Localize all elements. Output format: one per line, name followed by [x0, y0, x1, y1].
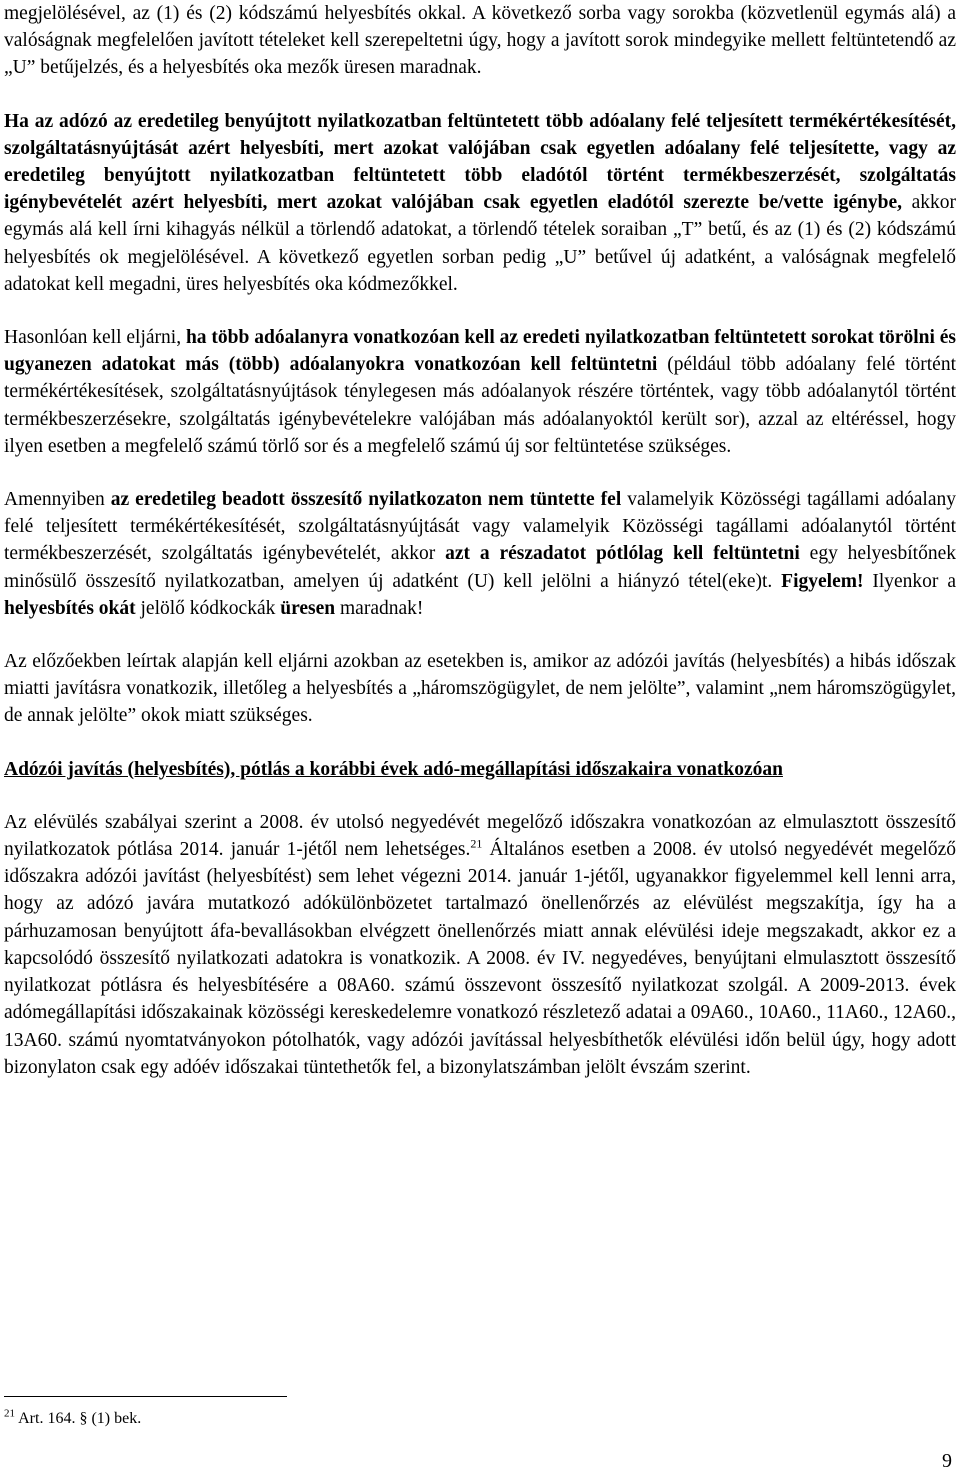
- text-run: Az elévülés szabályai szerint a 2008. év utolsó negyedévét megelőző időszakra vonatkozóan az elmulasztott összesítő nyilatkozatok pótlása 2014. január 1-jétől nem lehetséges.: [4, 811, 956, 861]
- text-run: Amennyiben: [4, 489, 111, 511]
- paragraph-statute-of-limitations: [4, 809, 956, 1081]
- bold-run: ha több adóalanyra vonatkozóan kell az eredeti nyilatkozatban feltüntetett sorokat törölni és ugyanezen adatokat más (több) adóalanyokra vonatkozóan kell feltüntetni: [4, 327, 957, 376]
- paragraph-continued: [4, 0, 956, 82]
- text-run: maradnak!: [335, 597, 424, 619]
- text-run: valamelyik Közösségi tagállami adóalany felé teljesített termékértékesítését, szolgáltatásnyújtását vagy valamelyik Közösségi tagállami adóalanytól történt termékbeszerzését, szolgáltatás igénybevételét, akkor: [4, 489, 957, 565]
- footnote-separator: [4, 1396, 287, 1397]
- paragraph-multiple-partner-correction: [4, 324, 956, 460]
- text-run: Az előzőekben leírtak alapján kell eljárni azokban az esetekben is, amikor az adózói javítás (helyesbítés) a hibás időszak miatti javításra vonatkozik, illetőleg a helyesbítés a „háromszögügylet, de nem jelölte”, valamint „nem háromszögügylet, de annak jelölte” okok miatt szükséges.: [4, 651, 956, 727]
- bold-run: azt a részadatot pótlólag kell feltüntetni: [445, 543, 800, 565]
- paragraph-single-partner-correction: [4, 108, 956, 298]
- document-page: [4, 0, 956, 1107]
- page-number: 9: [942, 1450, 952, 1472]
- bold-run: Figyelem!: [781, 570, 864, 592]
- footnote-number: 21: [4, 1407, 15, 1420]
- paragraph-missing-data: [4, 486, 956, 622]
- text-run: (például több adóalany felé történt termékértékesítések, szolgáltatásnyújtások ténylegesen más adóalanyok részére történtek, vagy több adóalanytól történt termékbeszerzésekre, szolgáltatás igénybevételekre valójában más adóalanyoktól került sor), azzal az eltéréssel, hogy ilyen esetben a megfelelő számú törlő sor és a megfelelő számú új sor feltüntetése szükséges.: [4, 354, 956, 457]
- bold-run: üresen: [280, 597, 336, 619]
- text-run: akkor egymás alá kell írni kihagyás nélkül a törlendő adatokat, a törlendő tételek soraiban „T” betű, és az (1) és (2) kódszámú helyesbítés ok megjelölésével. A következő egyetlen sorban pedig „U” betűvel új adatként, a valóságnak megfelelő adatokat kell megadni, üres helyesbítés oka kódmezőkkel.: [4, 192, 956, 295]
- paragraph-triangular-trade: [4, 648, 956, 730]
- footnote-reference[interactable]: 21: [470, 836, 483, 851]
- text-run: megjelölésével, az (1) és (2) kódszámú helyesbítés okkal. A következő sorba vagy sorokba (közvetlenül egymás alá) a valóságnak megfelelően javított tételeket kell szerepeltetni úgy, hogy a javított sorok mindegyike mellett feltüntetendő az „U” betűjelzés, és a helyesbítés oka mezők üresen maradnak.: [4, 3, 956, 79]
- text-run: jelölő kódkockák: [135, 597, 281, 619]
- text-run: Ilyenkor a: [863, 570, 956, 592]
- footnote: [4, 1408, 141, 1430]
- bold-run: az eredetileg beadott összesítő nyilatkozaton nem tüntette fel: [110, 489, 622, 511]
- text-run: Általános esetben a 2008. év utolsó negyedévét megelőző időszakra adózói javítást (helyesbítést) sem lehet végezni 2014. január 1-jétől, ugyanakkor figyelemmel kell lenni arra, hogy az adózó javára mutatkozó adókülönbözetet tartalmazó önellenőrzés az elévülést megszakítja, így ha a párhuzamosan benyújtott áfa-bevallásokban elvégzett önellenőrzés miatt annak elévülési ideje megszakadt, akkor ez a kapcsolódó összesítő nyilatkozati adatokra is vonatkozik. A 2008. év IV. negyedéves, benyújtani elmulasztott összesítő nyilatkozat pótlásra és helyesbítésére a 08A60. számú összevont összesítő nyilatkozat szolgál. A 2009-2013. évek adómegállapítási időszakainak közösségi kereskedelemre vonatkozó részletező adatai a 09A60., 10A60., 11A60., 12A60., 13A60. számú nyomtatványokon pótolhatók, vagy adózói javítással helyesbíthetők elévülési időn belül úgy, hogy adott bizonylaton csak egy adóév időszakai tüntethetők fel, a bizonylatszámban jelölt évszám szerint.: [4, 839, 957, 1078]
- bold-run: helyesbítés okát: [4, 597, 136, 619]
- text-run: egy helyesbítőnek minősülő összesítő nyilatkozatban, amelyen új adatként (U) kell jelölni a hiányzó tétel(eke)t.: [4, 543, 956, 592]
- bold-run: Ha az adózó az eredetileg benyújtott nyilatkozatban feltüntetett több adóalany felé teljesített termékértékesítését, szolgáltatásnyújtását azért helyesbíti, mert azokat valójában csak egyetlen adóalany felé teljesítette, vagy az eredetileg benyújtott nyilatkozatban feltüntetett több eladótól történt termékbeszerzését, szolgáltatás igénybevételét azért helyesbíti, mert azokat valójában csak egyetlen eladótól szerezte be/vette igénybe,: [4, 110, 956, 214]
- footnote-text: Art. 164. § (1) bek.: [15, 1410, 142, 1427]
- section-heading: Adózói javítás (helyesbítés), pótlás a korábbi évek adó-megállapítási időszakaira vonatkozóan: [4, 758, 783, 780]
- text-run: Hasonlóan kell eljárni,: [4, 327, 186, 349]
